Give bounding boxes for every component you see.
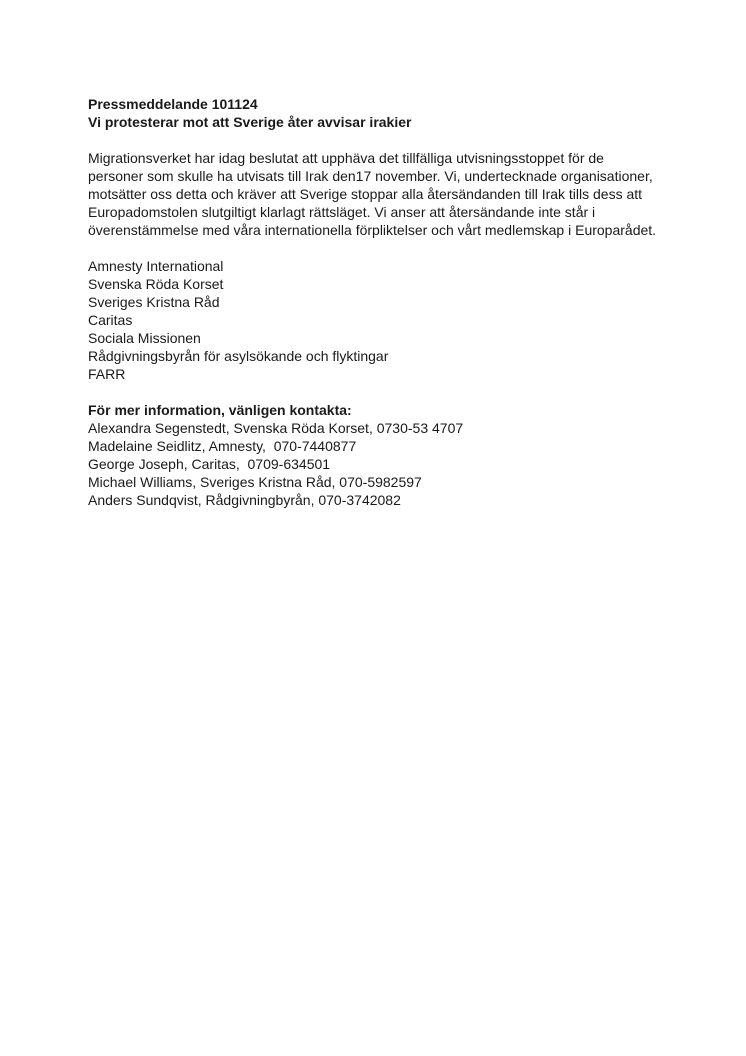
paragraph-line: överenstämmelse med våra internationella förpliktelser och vårt medlemskap i Europarådet. — [88, 222, 657, 238]
contact-line: Michael Williams, Sveriges Kristna Råd, 070-5982597 — [88, 474, 422, 490]
document-header — [88, 95, 658, 131]
signatory-item: Caritas — [88, 312, 133, 328]
signatory-item: FARR — [88, 366, 126, 382]
contact-section — [88, 401, 658, 509]
contact-line: Alexandra Segenstedt, Svenska Röda Korset, 0730-53 4707 — [88, 420, 464, 436]
paragraph-line: motsätter oss detta och kräver att Sverige stoppar alla återsändanden till Irak tills dess att — [88, 186, 643, 202]
signatory-item: Rådgivningsbyrån för asylsökande och flyktingar — [88, 348, 389, 364]
contact-heading: För mer information, vänligen kontakta: — [88, 402, 352, 418]
document-subtitle: Vi protesterar mot att Sverige åter avvisar irakier — [88, 114, 412, 130]
contact-line: George Joseph, Caritas, 0709-634501 — [88, 456, 331, 472]
document-title: Pressmeddelande 101124 — [88, 96, 258, 112]
signatory-item: Amnesty International — [88, 258, 224, 274]
paragraph-line: Migrationsverket har idag beslutat att upphäva det tillfälliga utvisningsstoppet för de — [88, 150, 604, 166]
paragraph-line: Europadomstolen slutgiltigt klarlagt rättsläget. Vi anser att återsändande inte står i — [88, 204, 596, 220]
signatory-item: Sociala Missionen — [88, 330, 201, 346]
signatory-item: Svenska Röda Korset — [88, 276, 224, 292]
signatory-item: Sveriges Kristna Råd — [88, 294, 220, 310]
signatory-list — [88, 257, 658, 383]
body-paragraph — [88, 149, 658, 239]
contact-line: Madelaine Seidlitz, Amnesty, 070-7440877 — [88, 438, 357, 454]
contact-line: Anders Sundqvist, Rådgivningbyrån, 070-3742082 — [88, 492, 401, 508]
paragraph-line: personer som skulle ha utvisats till Irak den17 november. Vi, undertecknade organisationer, — [88, 168, 653, 184]
